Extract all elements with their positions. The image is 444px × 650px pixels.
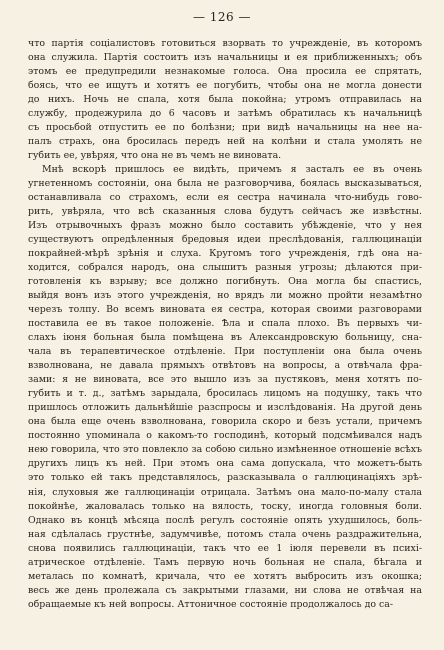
text-line: слахъ іюня больная была помѣщена въ Александровскую больницу, сна-: [28, 332, 422, 344]
text-line: губить и т. д., затѣмъ зарыдала, бросилась лицомъ на подушку, такъ что: [28, 388, 422, 400]
text-line: пришлось отложить дальнѣйшіе разспросы и изслѣдованія. На другой день: [28, 402, 422, 414]
text-line: металась по комнатѣ, кричала, что ее хотятъ выбросить изъ окошка;: [28, 570, 422, 582]
text-line: боясь, что ее ищутъ и хотятъ ее погубить, чтобы она не могла донести: [28, 80, 422, 92]
text-line: до нихъ. Ночь не спала, хотя была покойна; утромъ отправилась на: [28, 94, 422, 106]
text-line: этомъ ее предупредили незнакомые голоса. Она просила ее спрятать,: [28, 66, 422, 78]
text-line: съ просьбой отпустить ее по болѣзни; при видѣ начальницы на нее на-: [28, 122, 422, 134]
text-line: Изъ отрывочныхъ фразъ можно было составить убѣжденіе, что у нея: [28, 220, 422, 232]
text-line: чала въ терапевтическое отдѣленіе. При поступленіи она была очень: [28, 346, 422, 358]
text-line: службу, продежурила до 6 часовъ и затѣмъ обратилась къ начальницѣ: [28, 108, 422, 120]
text-line: весь же день пролежала съ закрытыми глазами, ни слова не отвѣчая на: [28, 584, 422, 596]
text-line: взволнована, не давала прямыхъ отвѣтовъ на вопросы, а отвѣчала фра-: [28, 360, 422, 372]
text-line: палъ страхъ, она бросилась передъ ней на колѣни и стала умолять не: [28, 136, 422, 148]
text-line: атрическое отдѣленіе. Тамъ первую ночь больная не спала, бѣгала и: [28, 556, 422, 568]
text-line: покойнѣе, жаловалась только на вялость, тоску, иногда головныя боли.: [28, 500, 422, 512]
text-line: обращаемые къ ней вопросы. Аттоничное состояніе продолжалось до са-: [28, 598, 394, 610]
text-line: это только ей такъ представлялось, разсказывала о галлюцинаціяхъ зрѣ-: [28, 472, 422, 484]
text-line: ходится, собрался народъ, она слышитъ разныя угрозы; дѣлаются при-: [28, 262, 422, 274]
text-line: Мнѣ вскорѣ пришлось ее видѣть, причемъ я засталъ ее въ очень: [42, 164, 422, 176]
paragraph: [28, 37, 422, 163]
text-line: она была еще очень взволнована, говорила скоро и безъ устали, причемъ: [28, 416, 422, 428]
body-text: [28, 37, 422, 612]
text-line: постоянно упоминала о какомъ-то господинѣ, который подсмѣивался надъ: [28, 430, 422, 442]
text-line: существуютъ опредѣленныя бредовыя идеи преслѣдованія, галлюцинаціи: [28, 234, 422, 246]
text-line: губить ее, увѣряя, что она не въ чемъ не виновата.: [28, 150, 282, 162]
text-line: что партія соціалистовъ готовиться взорвать то учрежденіе, въ которомъ: [28, 38, 422, 49]
text-line: угнетенномъ состояніи, она была не разговорчива, боялась высказываться,: [28, 178, 422, 190]
text-line: поставила ее въ такое положеніе. Ѣла и спала плохо. Въ первыхъ чи-: [28, 318, 422, 330]
text-line: другихъ лицъ къ ней. При этомъ она сама допускала, что можетъ-быть: [28, 458, 422, 470]
paragraph: [28, 163, 422, 612]
page-number: — 126 —: [192, 10, 252, 24]
text-line: рить, увѣряла, что всѣ сказанныя слова будутъ сейчасъ же извѣстны.: [28, 206, 422, 218]
text-line: ная сдѣлалась грустнѣе, задумчивѣе, потомъ стала очень раздражительна,: [28, 528, 422, 540]
text-line: черезъ толпу. Во всемъ виновата ея сестра, которая своими разговорами: [28, 304, 422, 316]
text-line: останавливала со страхомъ, если ея сестра начинала что-нибудь гово-: [28, 192, 422, 204]
text-line: нія, слуховыя же галлюцинаціи отрицала. Затѣмъ она мало-по-малу стала: [28, 486, 422, 498]
text-line: зами: я не виновата, все это вышло изъ за пустяковъ, меня хотятъ по-: [28, 374, 422, 386]
text-line: снова появились галлюцинаціи, такъ что ее 1 іюля перевели въ психі-: [28, 542, 422, 554]
text-line: Однако въ концѣ мѣсяца послѣ регулъ состояніе опять ухудшилось, боль-: [28, 514, 422, 526]
text-line: она служила. Партія состоитъ изъ начальницы и ея приближенныхъ; объ: [28, 52, 422, 64]
text-line: покрайней-мѣрѣ зрѣнія и слуха. Кругомъ того учрежденія, гдѣ она на-: [28, 248, 422, 260]
text-line: нею говорила, что это повлекло за собою сильно измѣненное отношеніе всѣхъ: [28, 444, 422, 456]
text-line: выйдя вонъ изъ этого учрежденія, но врядъ ли можно пройти незамѣтно: [28, 290, 422, 302]
text-line: готовленія къ взрыву; все должно погибнуть. Она могла бы спастись,: [28, 276, 422, 288]
